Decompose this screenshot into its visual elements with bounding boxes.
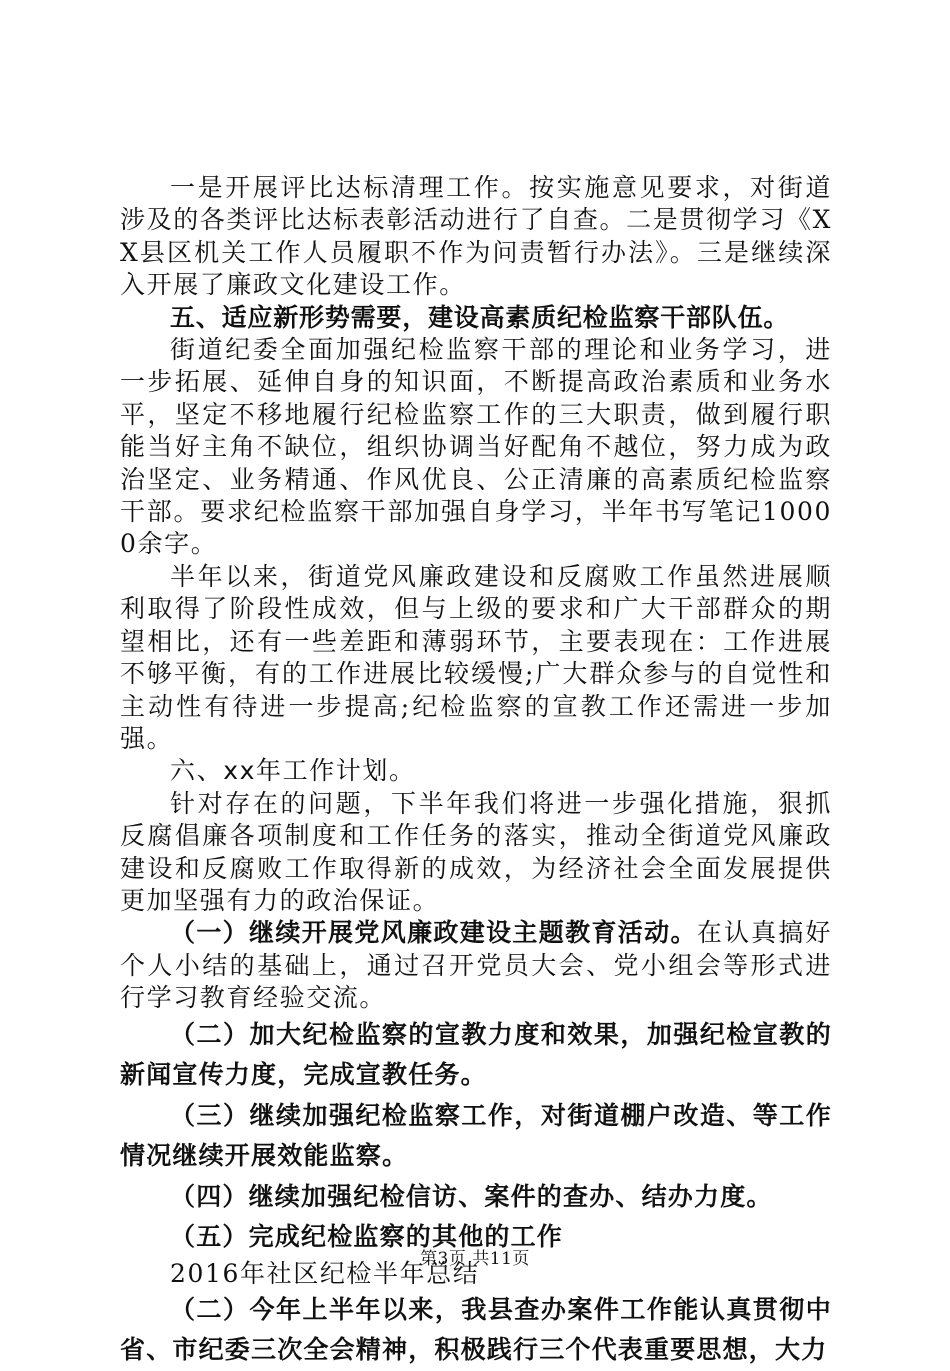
plan-item-five: （五）完成纪检监察的其他的工作: [170, 1222, 564, 1252]
subtitle-2016-summary: 2016年社区纪检半年总结: [170, 1258, 480, 1288]
section-heading-six: 六、xx年工作计划。: [170, 756, 416, 786]
paragraph-shortcomings: 半年以来，街道党风廉政建设和反腐败工作虽然进展顺利取得了阶段性成效，但与上级的要求和广大干部群众的期望相比，还有一些差距和薄弱环节，主要表现在：工作进展不够平衡，有的工作进展比较缓慢;广大群众参与的自觉性和主动性有待进一步提高;纪检监察的宣教工作还需进一步加强。: [120, 561, 832, 753]
plan-item-one-body: 在认真搞好个人小结的基础上，通过召开党员大会、党小组会等形式进行学习教育经验交流。: [120, 918, 832, 1013]
plan-item-four: （四）继续加强纪检信访、案件的查办、结办力度。: [170, 1181, 773, 1211]
section-heading-five: 五、适应新形势需要，建设高素质纪检监察干部队伍。: [170, 302, 790, 332]
paragraph-plan-intro: 针对存在的问题，下半年我们将进一步强化措施，狠抓反腐倡廉各项制度和工作任务的落实，推动全街道党风廉政建设和反腐败工作取得新的成效，为经济社会全面发展提供更加坚强有力的政治保证。: [120, 788, 832, 915]
plan-item-one-heading: （一）继续开展党风廉政建设主题教育活动。: [170, 918, 697, 948]
document-body: [120, 172, 832, 1371]
page-number-footer: 第3页 共11页: [420, 1249, 530, 1269]
plan-item-three: （三）继续加强纪检监察工作，对街道棚户改造、等工作情况继续开展效能监察。: [120, 1100, 832, 1171]
paragraph-appraisal-cleanup: 一是开展评比达标清理工作。按实施意见要求，对街道涉及的各类评比达标表彰活动进行了自查。二是贯彻学习《XX县区机关工作人员履职不作为问责暂行办法》。三是继续深入开展了廉政文化建设工作。: [120, 173, 832, 300]
paragraph-cadre-training: 街道纪委全面加强纪检监察干部的理论和业务学习，进一步拓展、延伸自身的知识面，不断提高政治素质和业务水平，坚定不移地履行纪检监察工作的三大职责，做到履行职能当好主角不缺位，组织协调当好配角不越位，努力成为政治坚定、业务精通、作风优良、公正清廉的高素质纪检监察干部。要求纪检监察干部加强自身学习，半年书写笔记10000余字。: [120, 335, 832, 559]
paragraph-case-handling: （二）今年上半年以来，我县查办案件工作能认真贯彻中省、市纪委三次全会精神，积极践行三个代表重要思想，大力: [120, 1294, 832, 1365]
plan-item-two: （二）加大纪检监察的宣教力度和效果，加强纪检宣教的新闻宣传力度，完成宣教任务。: [120, 1019, 832, 1090]
plan-item-one: [120, 917, 832, 1014]
